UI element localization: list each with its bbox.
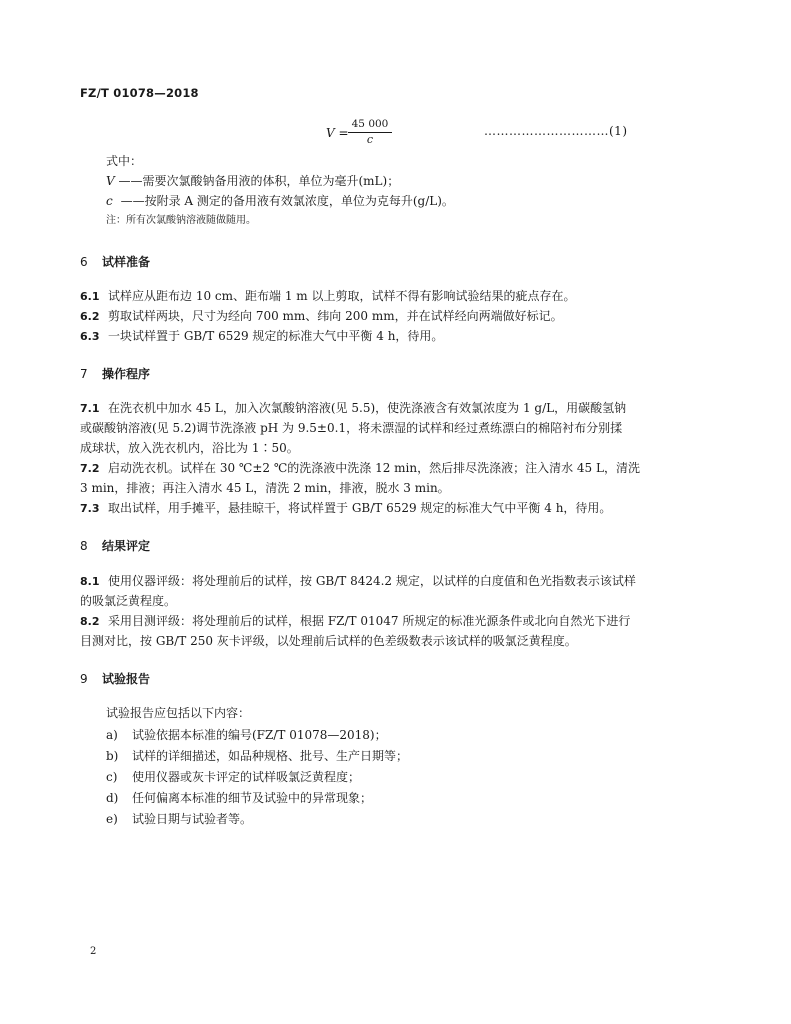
item-text: 任何偏离本标准的细节及试验中的异常现象； — [132, 791, 373, 805]
where-c-definition — [106, 193, 454, 209]
clause-number: 8.2 — [80, 615, 100, 628]
section-8-heading — [80, 537, 150, 554]
clause-6-2 — [80, 308, 563, 325]
v-description: ——需要次氯酸钠备用液的体积，单位为毫升(mL)； — [118, 174, 400, 188]
clause-number: 7.3 — [80, 502, 100, 515]
v-symbol: V — [106, 174, 115, 188]
equation-number: …………………………(1) — [484, 124, 628, 138]
clause-8-2 — [80, 613, 630, 630]
clause-number: 7.2 — [80, 462, 100, 475]
clause-number: 6.3 — [80, 330, 100, 343]
clause-7-1-line-2: 或碳酸钠溶液(见 5.2)调节洗涤液 pH 为 9.5±0.1，将未漂湿的试样和经过煮练漂白的棉陪衬布分别揉 — [80, 421, 623, 435]
clause-8-1-line-2: 的吸氯泛黄程度。 — [80, 594, 177, 608]
clause-text: 试样应从距布边 10 cm、距布端 1 m 以上剪取，试样不得有影响试验结果的疵点存在。 — [108, 289, 576, 303]
section-6-heading — [80, 253, 150, 270]
where-v-definition — [106, 173, 399, 189]
report-item-a — [106, 726, 387, 743]
clause-8-2-line-2: 目测对比，按 GB/T 250 灰卡评级，以处理前后试样的色差级数表示该试样的吸氯泛黄程度。 — [80, 634, 577, 648]
clause-text-line: 采用目测评级：将处理前后的试样，根据 FZ/T 01047 所规定的标准光源条件或北向自然光下进行 — [108, 614, 631, 628]
usage-note: 注：所有次氯酸钠溶液随做随用。 — [106, 215, 256, 226]
report-item-c — [106, 768, 360, 785]
item-text: 使用仪器或灰卡评定的试样吸氯泛黄程度； — [132, 770, 361, 784]
clause-text-line: 启动洗衣机。试样在 30 ℃±2 ℃的洗涤液中洗涤 12 min，然后排尽洗涤液；注入清水 45 L，清洗 — [108, 461, 640, 475]
item-text: 试验日期与试验者等。 — [132, 812, 253, 826]
clause-number: 6.1 — [80, 290, 100, 303]
item-marker: c) — [106, 770, 118, 784]
section-9-heading — [80, 670, 150, 687]
clause-6-1 — [80, 288, 575, 305]
section-title: 结果评定 — [102, 539, 151, 553]
section-number: 8 — [80, 539, 88, 553]
report-intro: 试验报告应包括以下内容： — [106, 706, 251, 720]
clause-number: 7.1 — [80, 402, 100, 415]
formula-fraction — [348, 118, 392, 146]
clause-text-line: 在洗衣机中加水 45 L，加入次氯酸钠溶液(见 5.5)，使洗涤液含有效氯浓度为 1 g/L，用碳酸氢钠 — [108, 401, 627, 415]
item-marker: e) — [106, 812, 118, 826]
item-marker: a) — [106, 728, 118, 742]
c-description: ——按附录 A 测定的备用液有效氯浓度，单位为克每升(g/L)。 — [120, 194, 454, 208]
standard-code-header: FZ/T 01078—2018 — [80, 86, 199, 100]
where-intro: 式中： — [106, 154, 143, 168]
clause-text: 剪取试样两块，尺寸为经向 700 mm、纬向 200 mm，并在试样经向两端做好标记。 — [108, 309, 563, 323]
report-item-b — [106, 747, 408, 764]
section-number: 6 — [80, 255, 88, 269]
formula-denominator: c — [366, 133, 374, 146]
section-title: 试样准备 — [102, 255, 151, 269]
section-title: 操作程序 — [102, 367, 151, 381]
clause-text: 取出试样，用手摊平，悬挂晾干，将试样置于 GB/T 6529 规定的标准大气中平衡 4 h，待用。 — [108, 501, 612, 515]
item-marker: b) — [106, 749, 119, 763]
section-title: 试验报告 — [102, 672, 151, 686]
report-item-e — [106, 810, 252, 827]
clause-8-1 — [80, 573, 636, 590]
item-marker: d) — [106, 791, 119, 805]
section-number: 9 — [80, 672, 88, 686]
clause-7-3 — [80, 500, 611, 517]
clause-text-line: 使用仪器评级：将处理前后的试样，按 GB/T 8424.2 规定，以试样的白度值和色光指数表示该试样 — [108, 574, 636, 588]
section-7-heading — [80, 365, 150, 382]
clause-7-2 — [80, 460, 640, 477]
formula-numerator: 45 000 — [351, 118, 389, 130]
section-number: 7 — [80, 367, 88, 381]
clause-7-2-line-2: 3 min，排液；再注入清水 45 L，清洗 2 min，排液，脱水 3 min。 — [80, 481, 450, 495]
clause-6-3 — [80, 328, 443, 345]
clause-7-1-line-3: 成球状，放入洗衣机内，浴比为 1∶50。 — [80, 441, 299, 455]
clause-text: 一块试样置于 GB/T 6529 规定的标准大气中平衡 4 h，待用。 — [108, 329, 444, 343]
page-number: 2 — [90, 946, 97, 957]
formula-lhs: V = — [326, 126, 349, 140]
c-symbol: c — [106, 194, 113, 208]
clause-number: 6.2 — [80, 310, 100, 323]
clause-7-1 — [80, 400, 626, 417]
item-text: 试验依据本标准的编号(FZ/T 01078—2018)； — [132, 728, 387, 742]
item-text: 试样的详细描述，如品种规格、批号、生产日期等； — [132, 749, 409, 763]
report-item-d — [106, 789, 372, 806]
clause-number: 8.1 — [80, 575, 100, 588]
